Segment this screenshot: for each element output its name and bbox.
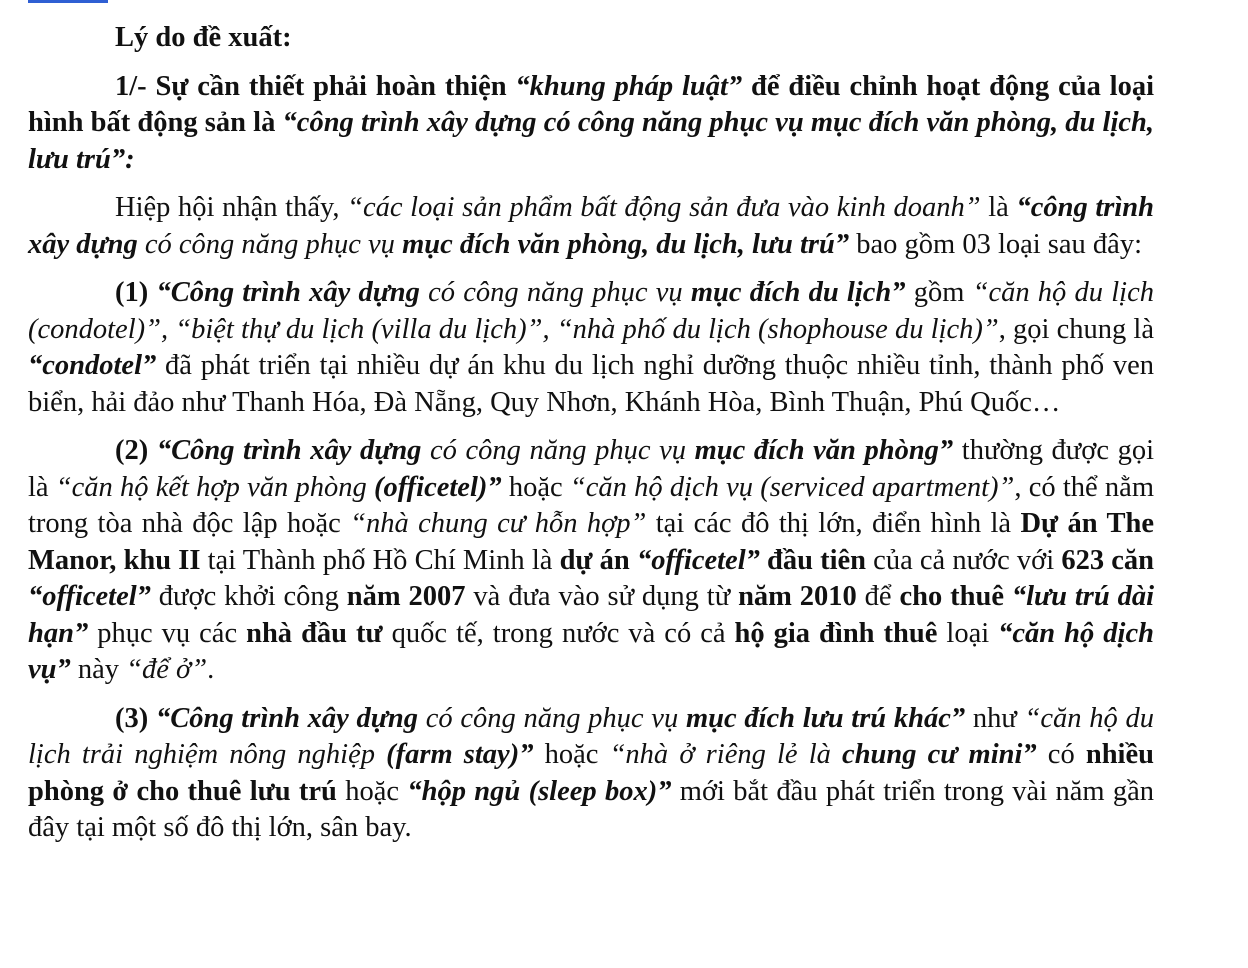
text-run: có xyxy=(1036,739,1086,770)
text-run: tại Thành phố Hồ Chí Minh là xyxy=(200,544,560,576)
text-run: bao gồm 03 loại sau đây: xyxy=(849,228,1142,260)
text-run: “khung pháp luật” xyxy=(515,70,743,102)
text-run xyxy=(1004,581,1012,612)
text-run: này xyxy=(70,654,127,685)
text-run: là xyxy=(980,192,1017,223)
text-run: “Công trình xây dựng xyxy=(156,277,420,308)
text-run: nhiều phòng ở cho thuê lưu trú xyxy=(28,739,1154,807)
item-2-paragraph xyxy=(28,433,1154,689)
text-run: “hộp ngủ (sleep box)” xyxy=(407,775,672,807)
text-run: phục vụ các xyxy=(88,617,247,649)
text-run: “Công trình xây dựng xyxy=(155,702,418,734)
text-run: “nhà ở riêng lẻ là xyxy=(609,739,843,770)
text-run: dự án xyxy=(559,544,637,576)
text-run: năm 2010 xyxy=(738,581,857,612)
text-run: 1/- Sự cần thiết phải hoàn thiện xyxy=(115,70,516,102)
text-run: đầu tiên xyxy=(759,544,867,576)
text-run: có công năng phục vụ xyxy=(417,702,686,734)
text-run: thường được gọi là xyxy=(28,435,1154,503)
text-run: để xyxy=(856,581,900,612)
text-run: và đưa vào sử dụng từ xyxy=(465,581,739,612)
text-run: gồm xyxy=(905,277,973,308)
text-run: “officetel” xyxy=(28,581,151,612)
text-run: “căn hộ kết hợp văn phòng xyxy=(55,471,374,503)
text-run: cho thuê xyxy=(899,581,1004,612)
text-run: “công trình xây dựng có công năng phục vụ mục đích văn phòng, du lịch, lưu trú”: xyxy=(28,107,1154,175)
text-run: mục đích lưu trú khác” xyxy=(685,702,966,734)
text-run: “căn hộ dịch vụ (serviced apartment)” xyxy=(569,471,1015,503)
intro-paragraph xyxy=(28,190,1154,263)
text-run: “các loại sản phẩm bất động sản đưa vào kinh doanh” xyxy=(347,192,981,223)
text-run: mục đích du lịch” xyxy=(690,277,906,308)
text-run: “condotel” xyxy=(28,350,157,381)
text-run: (officetel)” xyxy=(373,471,502,503)
text-run: hộ gia đình thuê xyxy=(734,617,938,649)
item-3-paragraph xyxy=(28,701,1154,847)
text-run: (1) xyxy=(115,277,157,308)
text-run: 623 căn xyxy=(1061,544,1154,576)
text-run: “căn hộ du lịch (condotel)”, “biệt thự du lịch (villa du lịch)”, “nhà phố du lịch (shophouse du lịch)” xyxy=(28,277,1154,345)
text-run: “Công trình xây dựng xyxy=(156,435,422,466)
text-run: hoặc xyxy=(533,739,610,770)
text-run: Hiệp hội nhận thấy, xyxy=(115,192,348,223)
text-run: mới bắt đầu phát triển trong vài năm gần đây tại một số đô thị lớn, sân bay. xyxy=(28,775,1154,843)
text-run: (3) xyxy=(115,702,156,734)
text-run: (farm stay)” xyxy=(386,739,534,770)
text-run: được khởi công xyxy=(150,581,347,612)
text-run: năm 2007 xyxy=(346,581,466,612)
text-run: đã phát triển tại nhiều dự án khu du lịch nghỉ dưỡng thuộc nhiều tỉnh, thành phố ven biển, hải đảo như Thanh Hóa, Đà Nẵng, Quy Nhơn, Khánh Hòa, Bình Thuận, Phú Quốc… xyxy=(28,350,1154,418)
text-run: hoặc xyxy=(501,471,570,503)
text-run: mục đích văn phòng” xyxy=(694,435,954,466)
text-run: có công năng phục vụ xyxy=(421,435,695,466)
section-1-title xyxy=(28,69,1154,179)
text-run: , gọi chung là xyxy=(998,313,1154,345)
text-run: nhà đầu tư xyxy=(246,617,383,649)
text-run: (2) xyxy=(115,435,157,466)
text-run: . xyxy=(207,654,215,685)
text-run: của cả nước với xyxy=(866,544,1062,576)
text-run: Dự án The Manor, khu II xyxy=(28,508,1154,576)
text-run: hoặc xyxy=(336,775,408,807)
text-run: “để ở” xyxy=(126,654,208,685)
text-run: “officetel” xyxy=(636,544,760,576)
text-run: “lưu trú dài hạn” xyxy=(28,581,1155,649)
text-run: như xyxy=(965,702,1025,734)
section-heading: Lý do đề xuất: xyxy=(115,22,292,53)
text-run: “nhà chung cư hỗn hợp” xyxy=(350,508,647,539)
text-run: “căn hộ du lịch trải nghiệm nông nghiệp xyxy=(28,702,1154,770)
top-accent-rule xyxy=(28,0,108,3)
item-1-paragraph xyxy=(28,275,1154,421)
text-run: quốc tế, trong nước và có cả xyxy=(382,617,735,649)
text-run: mục đích văn phòng, du lịch, lưu trú” xyxy=(402,228,850,260)
text-run: “công trình xây dựng xyxy=(28,192,1154,260)
text-run: tại các đô thị lớn, điển hình là xyxy=(646,508,1021,539)
text-run: có công năng phục vụ xyxy=(419,277,691,308)
text-run: loại xyxy=(937,617,999,649)
text-run: , có thể nằm trong tòa nhà độc lập hoặc xyxy=(28,471,1154,539)
text-run: “căn hộ dịch vụ” xyxy=(28,617,1154,685)
text-run: có công năng phục vụ xyxy=(137,228,403,260)
text-run: chung cư mini” xyxy=(842,739,1037,770)
text-run: để điều chỉnh hoạt động của loại hình bất động sản là xyxy=(28,70,1155,138)
document-body xyxy=(28,20,1154,847)
